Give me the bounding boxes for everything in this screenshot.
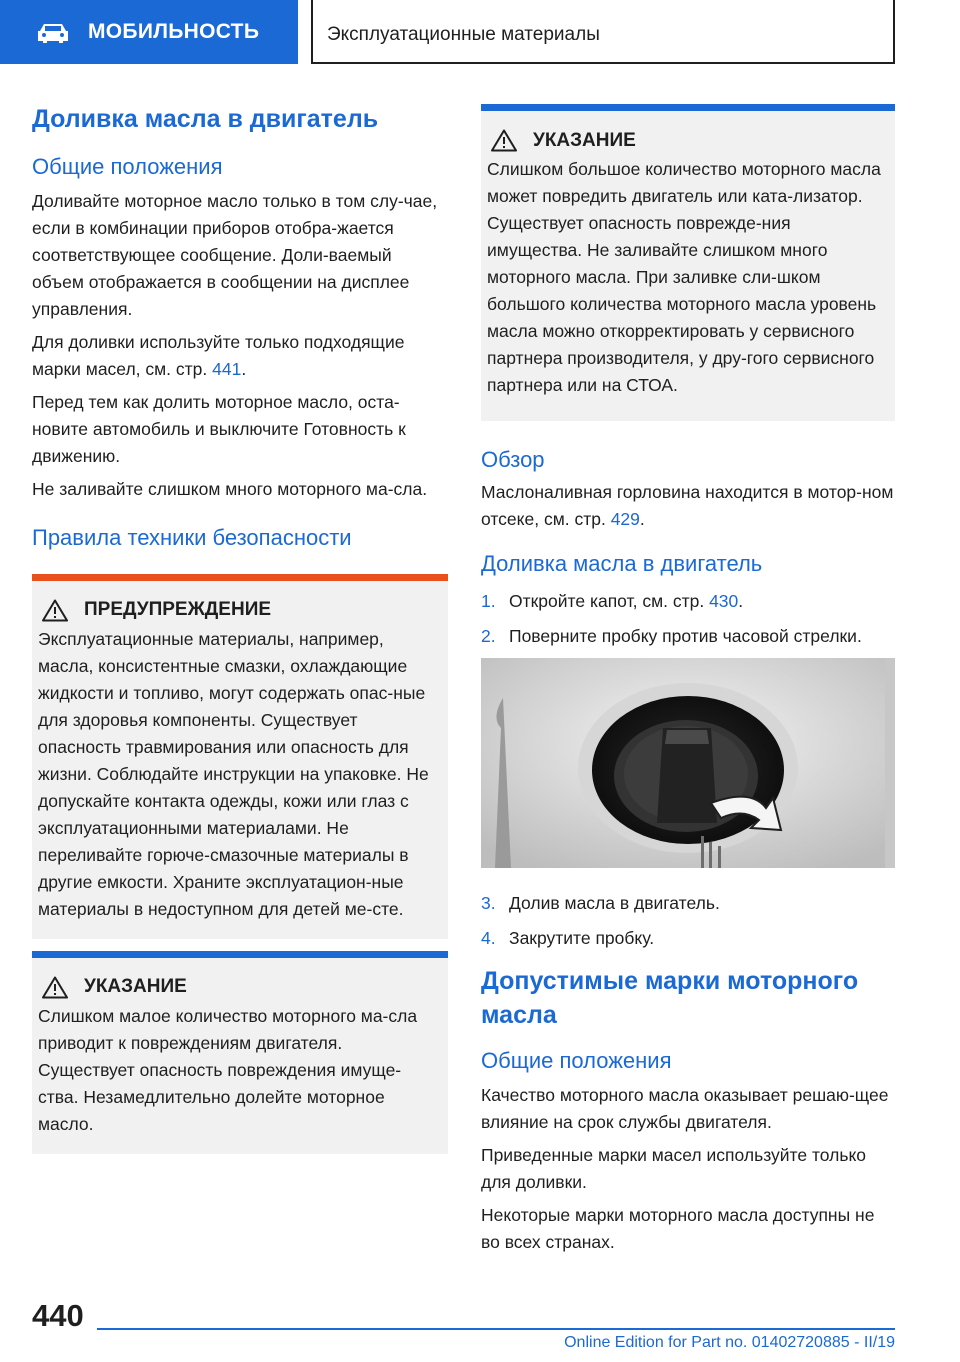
notice-box-right [481,104,895,421]
notice-bar [32,951,448,958]
car-icon [36,22,70,44]
step-text: Долив масла в двигатель. [509,892,720,913]
overview-heading: Обзор [481,447,545,472]
step-number: 4. [481,927,496,948]
general-paragraph-4: Не заливайте слишком много моторного ма-сла. [32,479,428,500]
safety-heading: Правила техники безопасности [32,525,352,551]
grades-subheading: Общие положения [481,1047,672,1073]
warning-triangle-icon [42,599,68,622]
section-label: МОБИЛЬНОСТЬ [88,20,260,43]
overview-text [481,479,895,533]
notice-triangle-icon [491,129,517,152]
step-4 [481,925,895,952]
notice-triangle-icon [42,976,68,999]
chapter-header [311,0,895,64]
step-number: 1. [481,590,496,611]
oil-cap-illustration [481,658,895,868]
right-column [481,104,895,1256]
refill-steps-continued [481,890,895,952]
warning-box [32,574,448,939]
paragraph-end: . [241,359,247,380]
paragraph-text: Для доливки используйте только подходящие марки масел, см. стр. [32,332,405,380]
step-number: 2. [481,625,496,646]
grades-paragraph-2: Приведенные марки масел используйте только для доливки. [481,1145,867,1193]
general-paragraph-2 [32,329,448,383]
left-column [32,104,448,1154]
step-end: . [738,590,744,611]
step-3 [481,890,895,917]
grades-paragraph-3: Некоторые марки моторного масла доступны не во всех странах. [481,1205,875,1253]
refill-heading: Доливка масла в двигатель [481,551,763,577]
footer-divider [97,1328,895,1330]
step-text: Поверните пробку против часовой стрелки. [509,625,862,646]
notice-box-left [32,951,448,1154]
notice-bar [481,104,895,111]
grades-paragraph-1: Качество моторного масла оказывает решаю-щее влияние на срок службы двигателя. [481,1085,889,1133]
step-1 [481,588,895,615]
page-number: 440 [32,1298,84,1333]
general-paragraph-1: Доливайте моторное масло только в том слу-чае, если в комбинации приборов отобра-жается соответствующее сообщение. Доли-ваемый объем отображается в сообщении на дисплее управления. [32,191,438,320]
warning-text: Эксплуатационные материалы, например, масла, консистентные смазки, охлаждающие жидкости и топливо, могут содержать опас-ные для здоровья компоненты. Существует опасность травмирования или опасность для жизни. Соблюдайте инструкции на упаковке. Не допускайте контакта одежды, кожи или глаз с эксплуатационными материалами. Не переливайте горюче-смазочные материалы в другие емкости. Храните эксплуатацион-ные материалы в недоступном для детей ме-сте. [38,628,429,919]
paragraph-end: . [639,509,645,530]
general-paragraph-3: Перед тем как долить моторное масло, оста-новите автомобиль и выключите Готовность к движению. [32,392,406,467]
grades-heading: Допустимые марки моторного масла [481,966,859,1029]
step-text: Закрутите пробку. [509,927,655,948]
oil-cap-photo [481,658,895,868]
step-2 [481,623,895,650]
notice-text: Слишком большое количество моторного масла может повредить двигатель или ката-лизатор. Существует опасность поврежде-ния имущества. Не заливайте слишком много моторного масла. При заливке сли-шком большого количества моторного масла уровень масла можно откорректировать у сервисного партнера производителя, у дру-гого сервисного партнера или на СТОА. [487,159,881,395]
notice-title: УКАЗАНИЕ [84,976,187,998]
general-heading: Общие положения [32,154,223,179]
edition-text: Online Edition for Part no. 01402720885 - II/19 [564,1334,895,1351]
warning-title: ПРЕДУПРЕЖДЕНИЕ [84,599,272,621]
warning-bar [32,574,448,581]
section-tab[interactable] [0,0,298,64]
paragraph-text: Маслоналивная горловина находится в мотор-ном отсеке, см. стр. [481,482,894,530]
step-number: 3. [481,892,496,913]
page-link-429[interactable]: 429 [610,509,640,530]
page-link-441[interactable]: 441 [212,359,242,380]
chapter-title: Эксплуатационные материалы [327,24,600,45]
section-title: Доливка масла в двигатель [32,105,379,133]
step-text: Откройте капот, см. стр. [509,590,710,611]
refill-steps [481,588,895,650]
notice-title: УКАЗАНИЕ [533,129,636,151]
page-link-430[interactable]: 430 [709,590,739,611]
notice-text: Слишком малое количество моторного ма-сла приводит к повреждениям двигателя. Существует опасность повреждения имуще-ства. Незамедлительно долейте моторное масло. [38,1005,418,1134]
